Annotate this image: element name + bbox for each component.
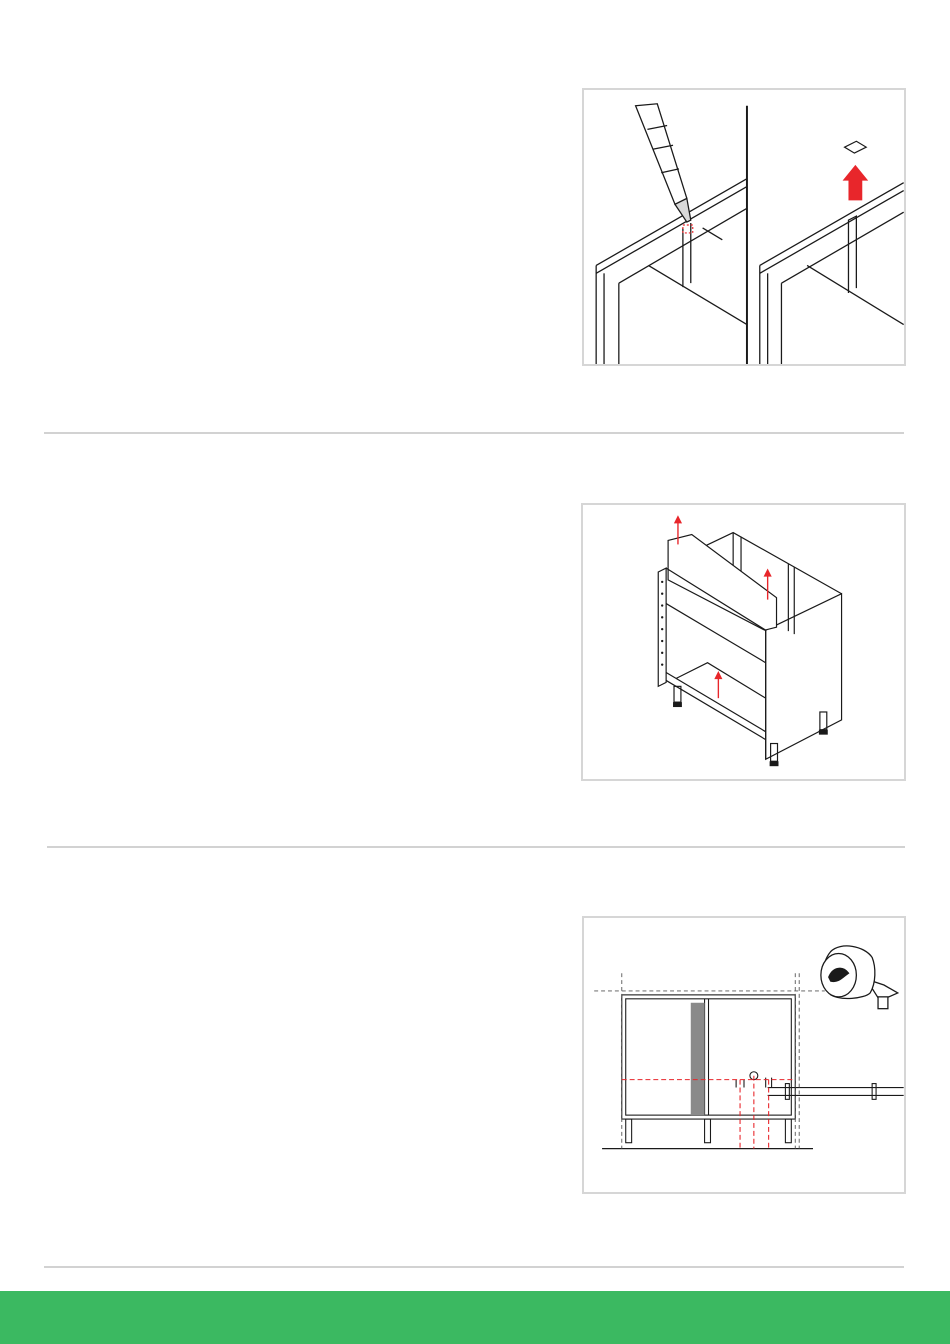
footer-bar (0, 1291, 950, 1344)
section-divider (44, 1266, 904, 1268)
illustration-remove-back-panel (581, 503, 906, 781)
lift-arrow-icon (584, 90, 904, 364)
tape-measure-icon (584, 918, 904, 1192)
cabinet-carcass-drawing (583, 505, 904, 779)
illustration-measure-pipes (582, 916, 906, 1194)
section-divider (44, 432, 904, 434)
section-divider (47, 846, 905, 848)
illustration-cut-notch (582, 88, 906, 366)
